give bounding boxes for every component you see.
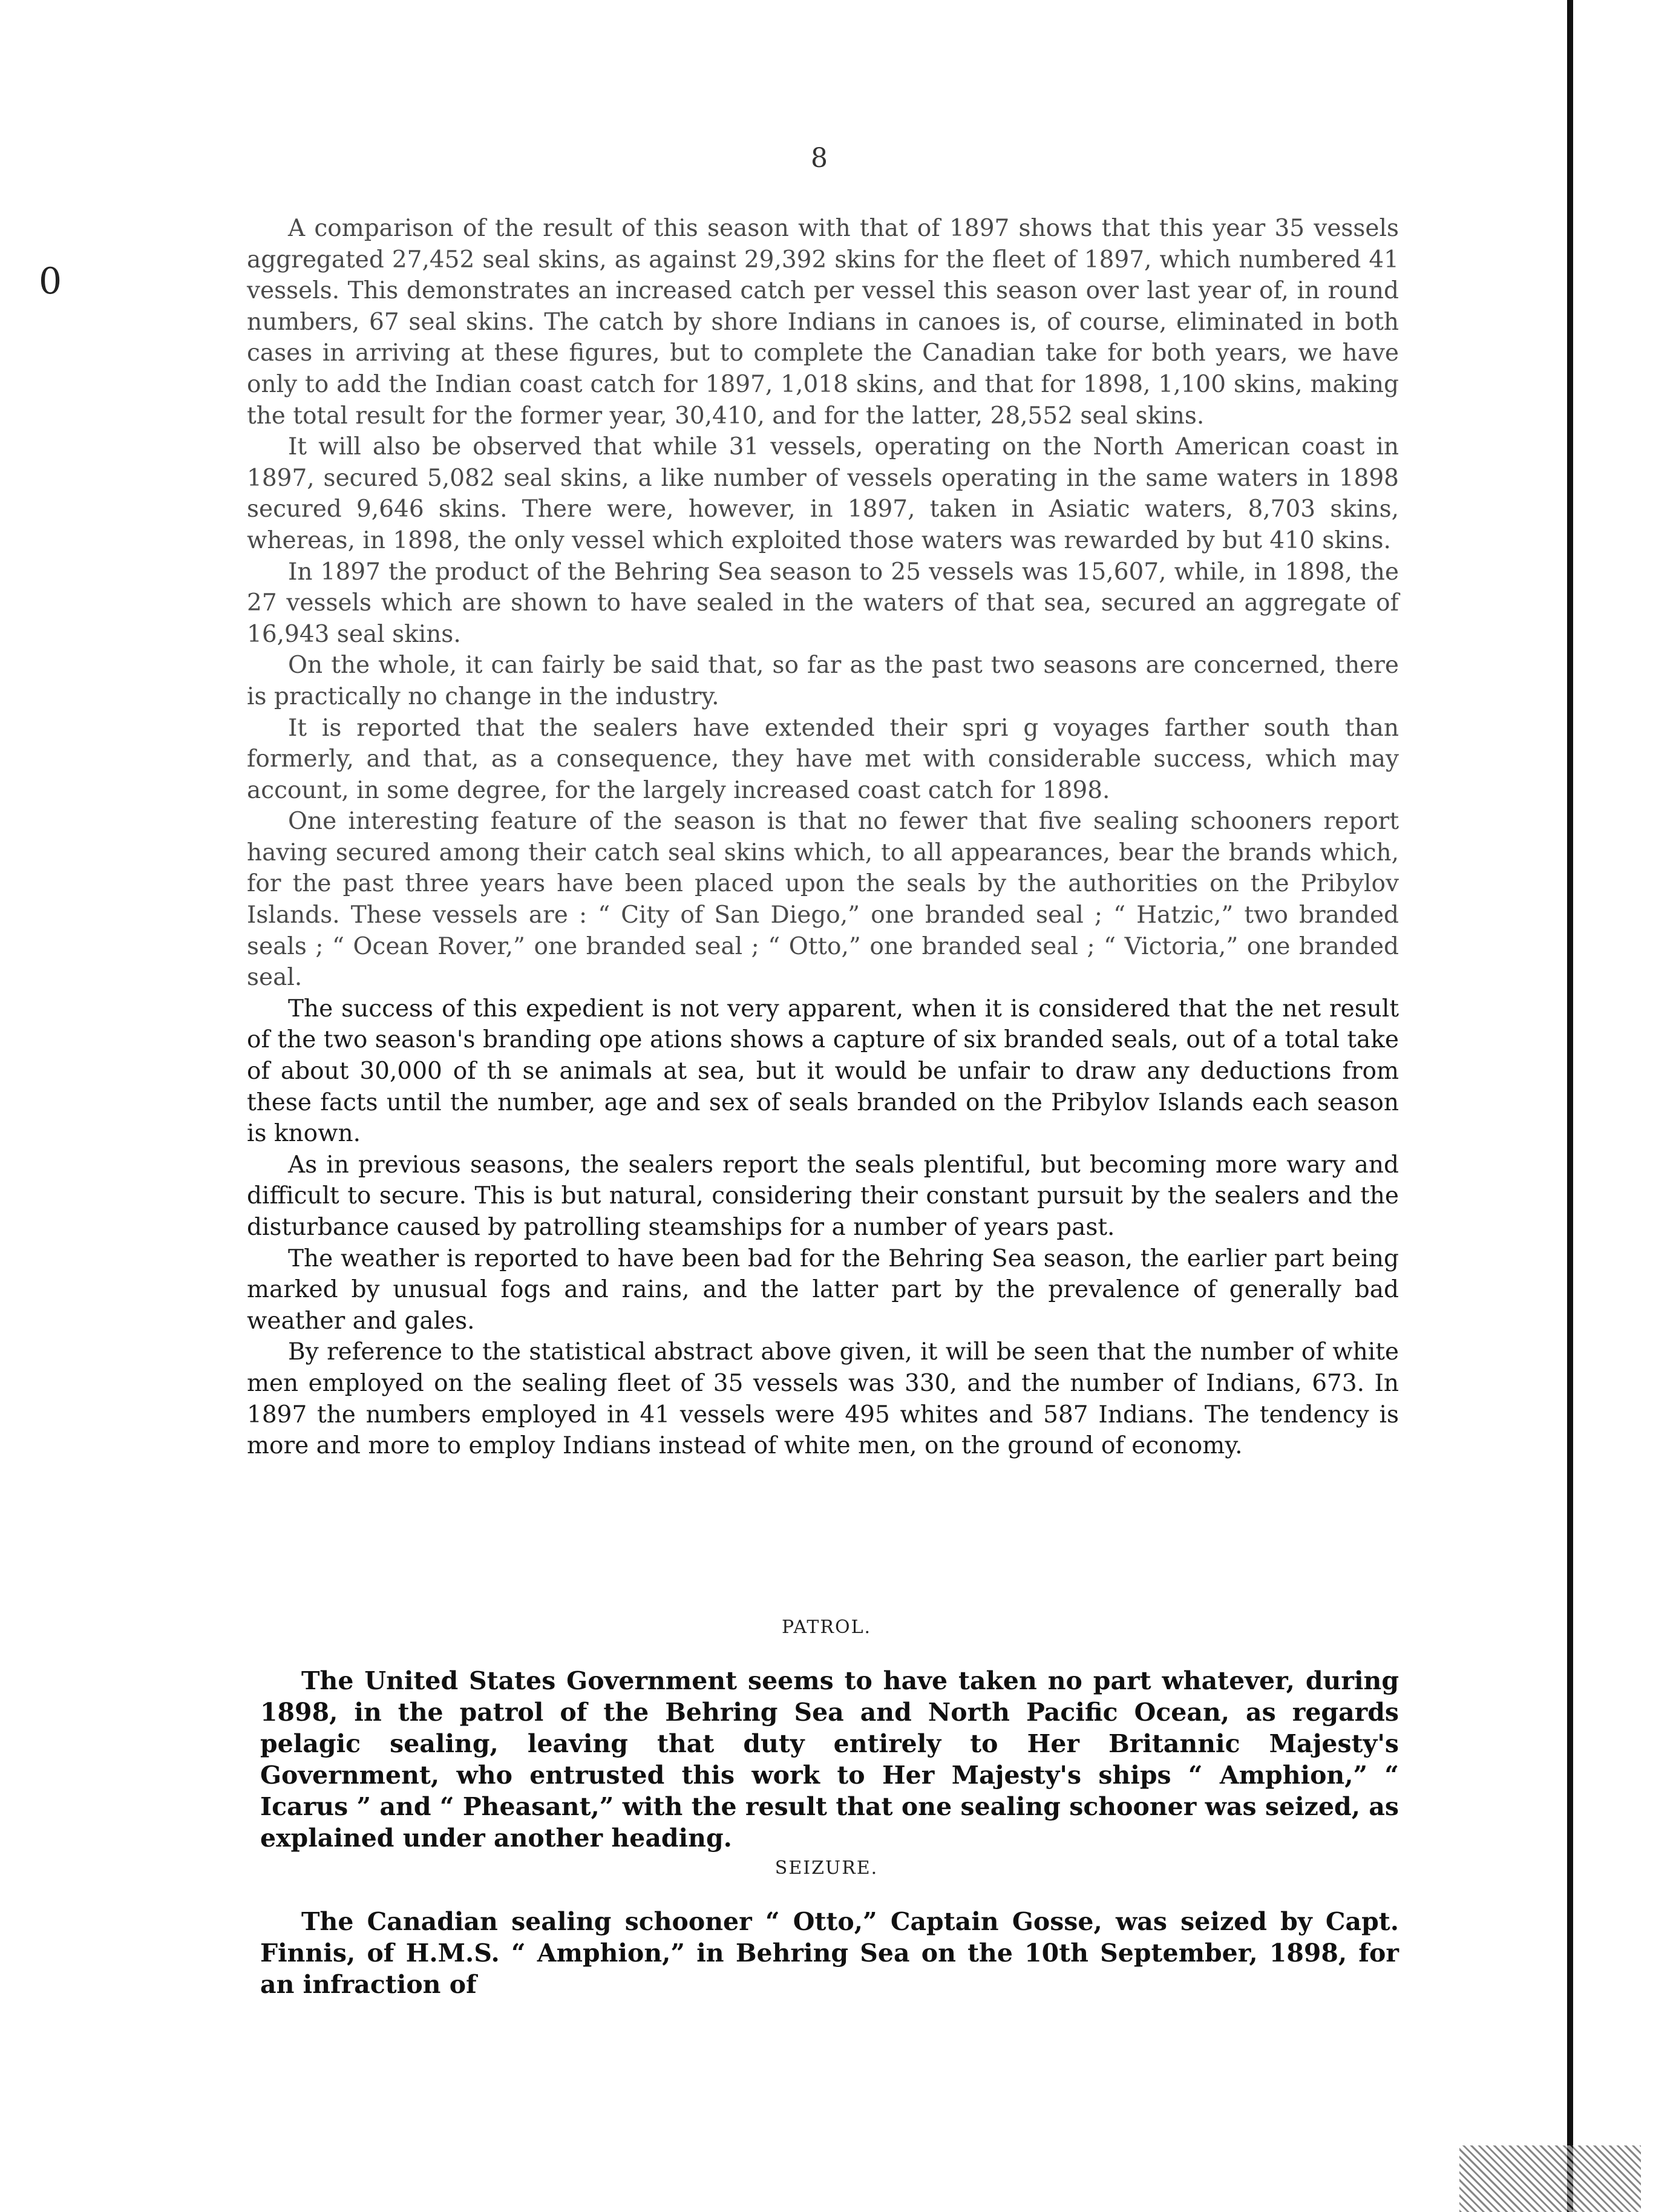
paragraph-vessels-observed: It will also be observed that while 31 vessels, operating on the North American coast in 1897, secured 5,082 seal skins, a like number of vessels operating in the same waters in 1898 secured 9,646 skins. There were, however, in 1897, taken in Asiatic waters, 8,703 skins, whereas, in 1898, the only vessel which exploited those waters was rewarded by but 410 skins. <box>247 433 1399 554</box>
paragraph-behring-product: In 1897 the product of the Behring Sea season to 25 vessels was 15,607, while, in 1898, the 27 vessels which are shown to have sealed in the waters of that sea, secured an aggregate of 16,943 seal skins. <box>247 558 1399 648</box>
paragraph-seals-plentiful: As in previous seasons, the sealers report the seals plentiful, but becoming more wary and difficult to secure. This is but natural, considering their constant pursuit by the sealers and the disturbance caused by patrolling steamships for a number of years past. <box>247 1151 1399 1241</box>
page-edge-shadow <box>1567 0 1573 2212</box>
scan-noise <box>1459 2145 1641 2212</box>
margin-mark: 0 <box>39 260 62 303</box>
page-edge <box>1562 0 1653 2212</box>
section-heading-seizure: SEIZURE. <box>774 1857 879 1879</box>
paragraph-employment: By reference to the statistical abstract above given, it will be seen that the number of white men employed on the sealing fleet of 35 vessels was 330, and the number of Indians, 673. In 1897 the numbers employed in 41 vessels were 495 whites and 587 Indians. The tendency is more and more to employ Indians instead of white men, on the ground of economy. <box>247 1338 1399 1460</box>
seizure-text-block <box>260 1906 1399 2000</box>
patrol-text-block <box>260 1665 1399 1854</box>
paragraph-on-the-whole: On the whole, it can fairly be said that, so far as the past two seasons are concerned, there is practically no change in the industry. <box>247 652 1399 710</box>
body-text <box>247 213 1399 1462</box>
paragraph-patrol: The United States Government seems to have taken no part whatever, during 1898, in the patrol of the Behring Sea and North Pacific Ocean, as regards pelagic sealing, leaving that duty entirely to Her Britannic Majesty's Government, who entrusted this work to Her Majesty's ships “ Amphion,” “ Icarus ” and “ Pheasant,” with the result that one sealing schooner was seized, as explained under another heading. <box>260 1666 1399 1853</box>
paragraph-weather: The weather is reported to have been bad for the Behring Sea season, the earlier part being marked by unusual fogs and rains, and the latter part by the prevalence of generally bad weather and gales. <box>247 1245 1399 1335</box>
page-number: 8 <box>811 143 828 174</box>
paragraph-seizure: The Canadian sealing schooner “ Otto,” Captain Gosse, was seized by Capt. Finnis, of H.M.S. “ Amphion,” in Behring Sea on the 10th September, 1898, for an infraction of <box>260 1907 1399 1999</box>
paragraph-spring-voyages: It is reported that the sealers have extended their spri g voyages farther south than formerly, and that, as a consequence, they have met with considerable success, which may account, in some degree, for the largely increased coast catch for 1898. <box>247 714 1399 804</box>
paragraph-branding-success: The success of this expedient is not very apparent, when it is considered that the net result of the two season's branding ope ations shows a capture of six branded seals, out of a total take of about 30,000 of th se animals at sea, but it would be unfair to draw any deductions from these facts until the number, age and sex of seals branded on the Pribylov Islands each season is known. <box>247 995 1399 1148</box>
paragraph-branded-seals: One interesting feature of the season is that no fewer that five sealing schooners report having secured among their catch seal skins which, to all appearances, bear the brands which, for the past three years have been placed upon the seals by the authorities on the Pribylov Islands. These vessels are : “ City of San Diego,” one branded seal ; “ Hatzic,” two branded seals ; “ Ocean Rover,” one branded seal ; “ Otto,” one branded seal ; “ Victoria,” one branded seal. <box>247 808 1399 992</box>
paragraph-comparison: A comparison of the result of this season with that of 1897 shows that this year 35 vessels aggregated 27,452 seal skins, as against 29,392 skins for the fleet of 1897, which numbered 41 vessels. This demonstrates an increased catch per vessel this season over last year of, in round numbers, 67 seal skins. The catch by shore Indians in canoes is, of course, eliminated in both cases in arriving at these figures, but to complete the Canadian take for both years, we have only to add the Indian coast catch for 1897, 1,018 skins, and that for 1898, 1,100 skins, making the total result for the former year, 30,410, and for the latter, 28,552 seal skins. <box>247 215 1399 430</box>
section-heading-patrol: PATROL. <box>781 1617 872 1638</box>
